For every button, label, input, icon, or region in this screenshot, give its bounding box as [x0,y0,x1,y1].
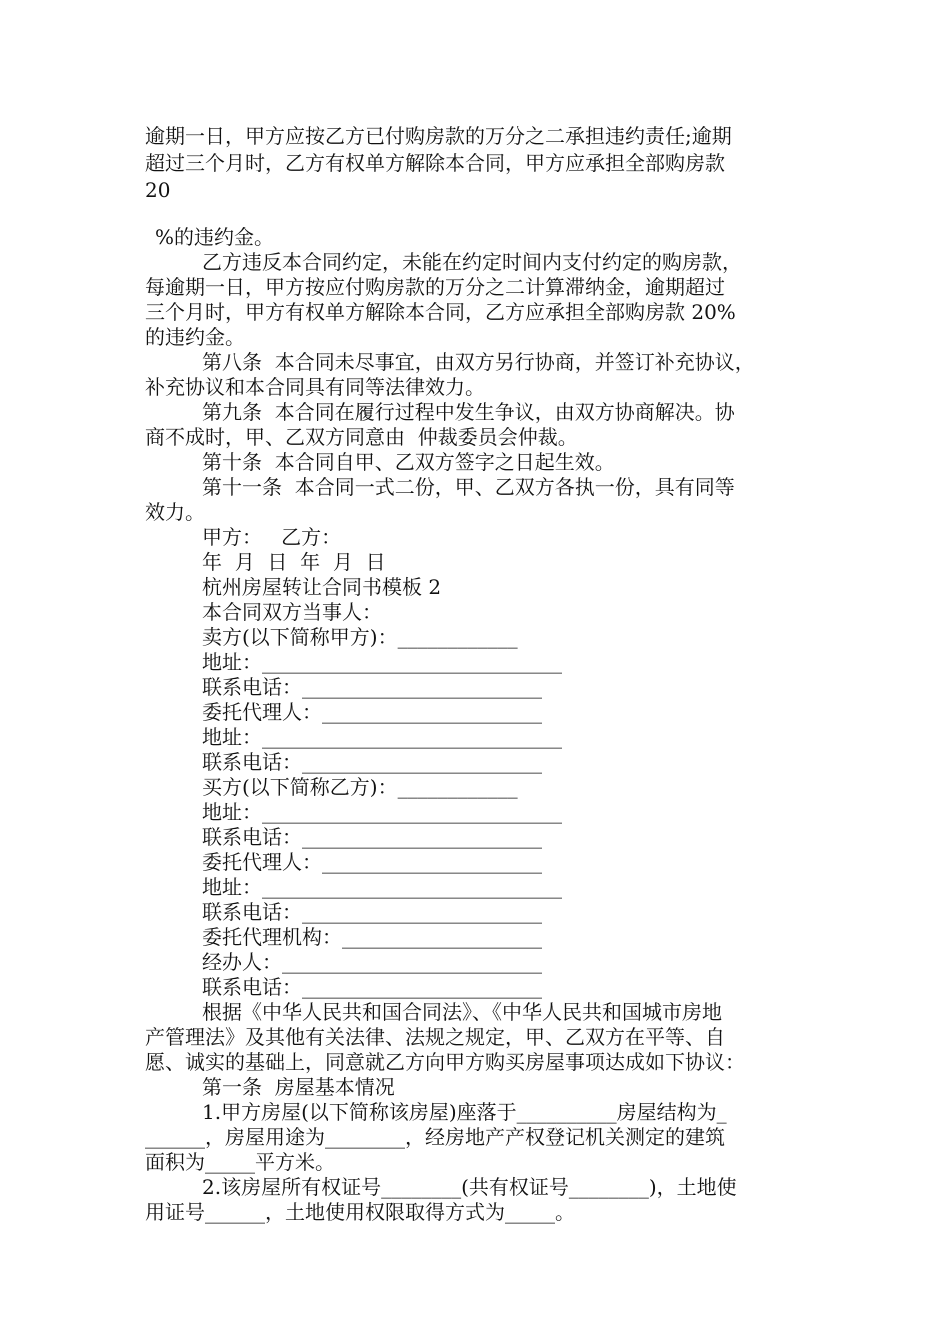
breach-seller-line-4: %的违约金。 [155,225,275,249]
parties-intro: 本合同双方当事人： [202,600,382,624]
clause-1-line-3: 面积为_____平方米。 [145,1150,335,1174]
article-8-line-2: 补充协议和本合同具有同等法律效力。 [145,375,485,399]
buyer-agent-phone-field: 联系电话：________________________ [202,900,542,924]
article-11-line-2: 效力。 [145,500,205,524]
preamble-line-3: 愿、诚实的基础上，同意就乙方向甲方购买房屋事项达成如下协议： [145,1050,745,1074]
signature-dates: 年 月 日 年 月 日 [202,550,386,574]
article-11-line-1: 第十一条 本合同一式二份，甲、乙双方各执一份，具有同等 [202,475,735,499]
article-10: 第十条 本合同自甲、乙双方签字之日起生效。 [202,450,615,474]
seller-field: 卖方(以下简称甲方)：____________ [202,625,518,649]
buyer-phone-field: 联系电话：________________________ [202,825,542,849]
breach-seller-line-2: 超过三个月时，乙方有权单方解除本合同，甲方应承担全部购房款 [145,151,725,175]
breach-buyer-line-3: 三个月时，甲方有权单方解除本合同，乙方应承担全部购房款 20% [145,300,736,324]
template-title: 杭州房屋转让合同书模板 2 [202,575,442,599]
handler-field: 经办人：__________________________ [202,950,542,974]
signature-parties: 甲方： 乙方： [202,525,342,549]
buyer-field: 买方(以下简称乙方)：____________ [202,775,518,799]
clause-1-line-1: 1.甲方房屋(以下简称该房屋)座落于__________房屋结构为_ [202,1100,727,1124]
clause-1-line-2: ______，房屋用途为________，经房地产产权登记机关测定的建筑 [145,1125,725,1149]
buyer-address-field: 地址：______________________________ [202,800,562,824]
article-1-title: 第一条 房屋基本情况 [202,1075,395,1099]
agency-phone-field: 联系电话：________________________ [202,975,542,999]
article-8-line-1: 第八条 本合同未尽事宜，由双方另行协商，并签订补充协议， [202,350,755,374]
seller-agent-field: 委托代理人：______________________ [202,700,542,724]
article-9-line-1: 第九条 本合同在履行过程中发生争议，由双方协商解决。协 [202,400,735,424]
article-9-line-2: 商不成时，甲、乙双方同意由 仲裁委员会仲裁。 [145,425,578,449]
breach-seller-line-1: 逾期一日，甲方应按乙方已付购房款的万分之二承担违约责任;逾期 [145,124,732,148]
agency-field: 委托代理机构：____________________ [202,925,542,949]
buyer-agent-field: 委托代理人：______________________ [202,850,542,874]
seller-agent-phone-field: 联系电话：________________________ [202,750,542,774]
clause-2-line-1: 2.该房屋所有权证号________(共有权证号________)，土地使 [202,1175,737,1199]
seller-address-field: 地址：______________________________ [202,650,562,674]
breach-buyer-line-4: 的违约金。 [145,325,245,349]
buyer-agent-address-field: 地址：______________________________ [202,875,562,899]
breach-buyer-line-1: 乙方违反本合同约定，未能在约定时间内支付约定的购房款， [202,250,742,274]
preamble-line-1: 根据《中华人民共和国合同法》、《中华人民共和国城市房地 [202,1000,722,1024]
breach-buyer-line-2: 每逾期一日，甲方按应付购房款的万分之二计算滞纳金，逾期超过 [145,275,725,299]
seller-phone-field: 联系电话：________________________ [202,675,542,699]
preamble-line-2: 产管理法》及其他有关法律、法规之规定，甲、乙双方在平等、自 [145,1025,725,1049]
seller-agent-address-field: 地址：______________________________ [202,725,562,749]
clause-2-line-2: 用证号______，土地使用权限取得方式为_____。 [145,1200,575,1224]
breach-seller-line-3: 20 [145,178,171,202]
